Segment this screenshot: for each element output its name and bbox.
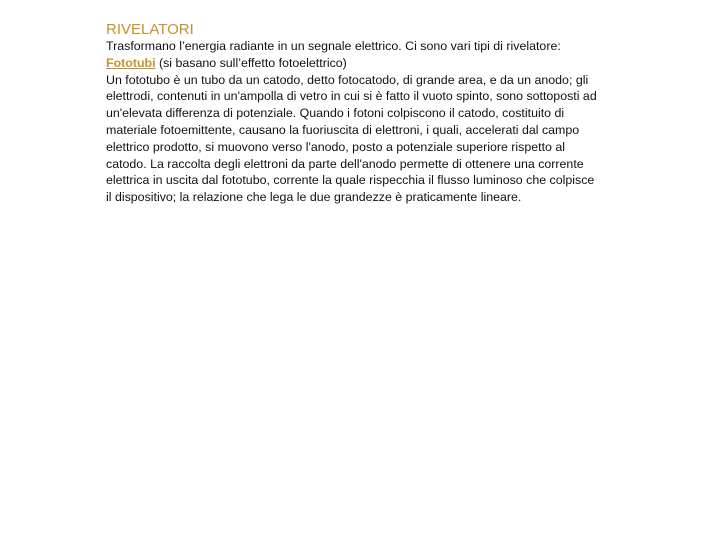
term-note: (si basano sull’effetto fotoelettrico) (155, 55, 347, 70)
body-paragraph: Un fototubo è un tubo da un catodo, detto fotocatodo, di grande area, e da un anodo; gli elettrodi, contenuti in un'ampolla di vetro in cui si è fatto il vuoto spinto, sono sottoposti ad un'elevata differenza di potenziale. Quando i fotoni colpiscono il catodo, costituito di materiale fotoemittente, causano la fuoriuscita di elettroni, i quali, accelerati dal campo elettrico prodotto, si muovono verso l'anodo, posto a potenziale superiore rispetto al catodo. La raccolta degli elettroni da parte dell'anodo permette di ottenere una corrente elettrica in uscita dal fototubo, corrente la quale rispecchia il flusso luminoso che colpisce il dispositivo; la relazione che lega le due grandezze è praticamente lineare. (106, 72, 597, 205)
slide-content (106, 38, 598, 206)
intro-paragraph: Trasformano l’energia radiante in un segnale elettrico. Ci sono vari tipi di rivelatore: (106, 39, 561, 53)
term-fototubi: Fototubi (106, 55, 156, 70)
term-line (106, 55, 598, 72)
slide-title: RIVELATORI (106, 21, 194, 38)
